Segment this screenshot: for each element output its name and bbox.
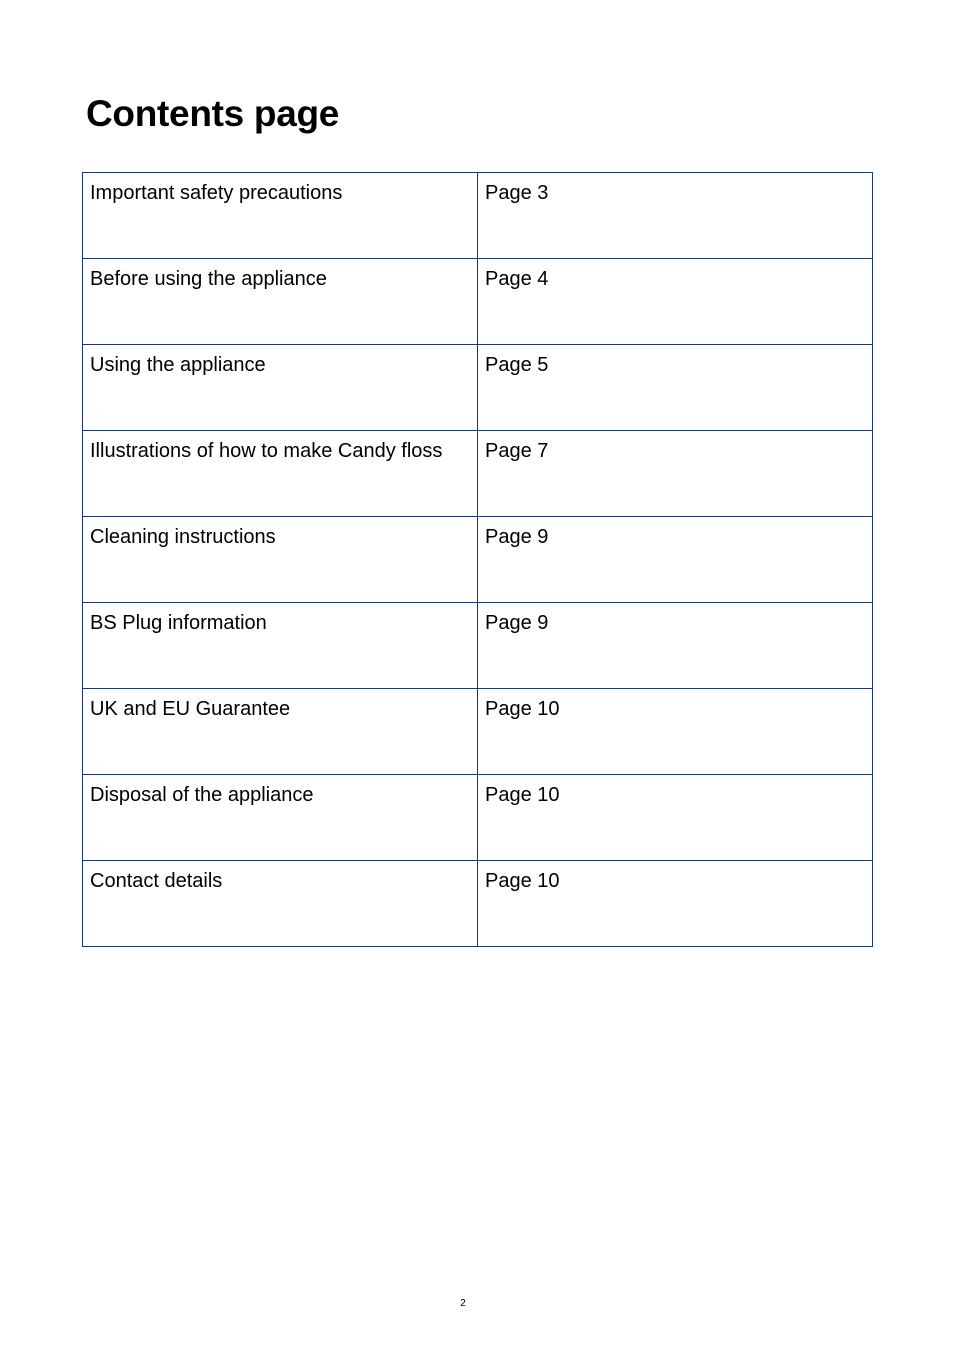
toc-page-number: Page 7 <box>478 431 873 517</box>
table-row <box>83 861 873 947</box>
contents-table <box>82 172 873 947</box>
toc-page-number: Page 5 <box>478 345 873 431</box>
table-row <box>83 603 873 689</box>
toc-section-title: UK and EU Guarantee <box>83 689 478 775</box>
toc-page-number: Page 10 <box>478 775 873 861</box>
page-title: Contents page <box>86 93 340 134</box>
toc-page-number: Page 10 <box>478 861 873 947</box>
table-row <box>83 517 873 603</box>
footer-page-number: 2 <box>460 1298 466 1309</box>
toc-section-title: Illustrations of how to make Candy floss <box>83 431 478 517</box>
toc-page-number: Page 3 <box>478 173 873 259</box>
toc-section-title: BS Plug information <box>83 603 478 689</box>
toc-page-number: Page 4 <box>478 259 873 345</box>
table-row <box>83 345 873 431</box>
toc-section-title: Disposal of the appliance <box>83 775 478 861</box>
toc-section-title: Cleaning instructions <box>83 517 478 603</box>
toc-section-title: Using the appliance <box>83 345 478 431</box>
toc-page-number: Page 9 <box>478 517 873 603</box>
toc-section-title: Before using the appliance <box>83 259 478 345</box>
toc-section-title: Important safety precautions <box>83 173 478 259</box>
table-row <box>83 689 873 775</box>
toc-section-title: Contact details <box>83 861 478 947</box>
toc-page-number: Page 10 <box>478 689 873 775</box>
table-row <box>83 173 873 259</box>
table-row <box>83 259 873 345</box>
table-row <box>83 431 873 517</box>
table-row <box>83 775 873 861</box>
toc-page-number: Page 9 <box>478 603 873 689</box>
